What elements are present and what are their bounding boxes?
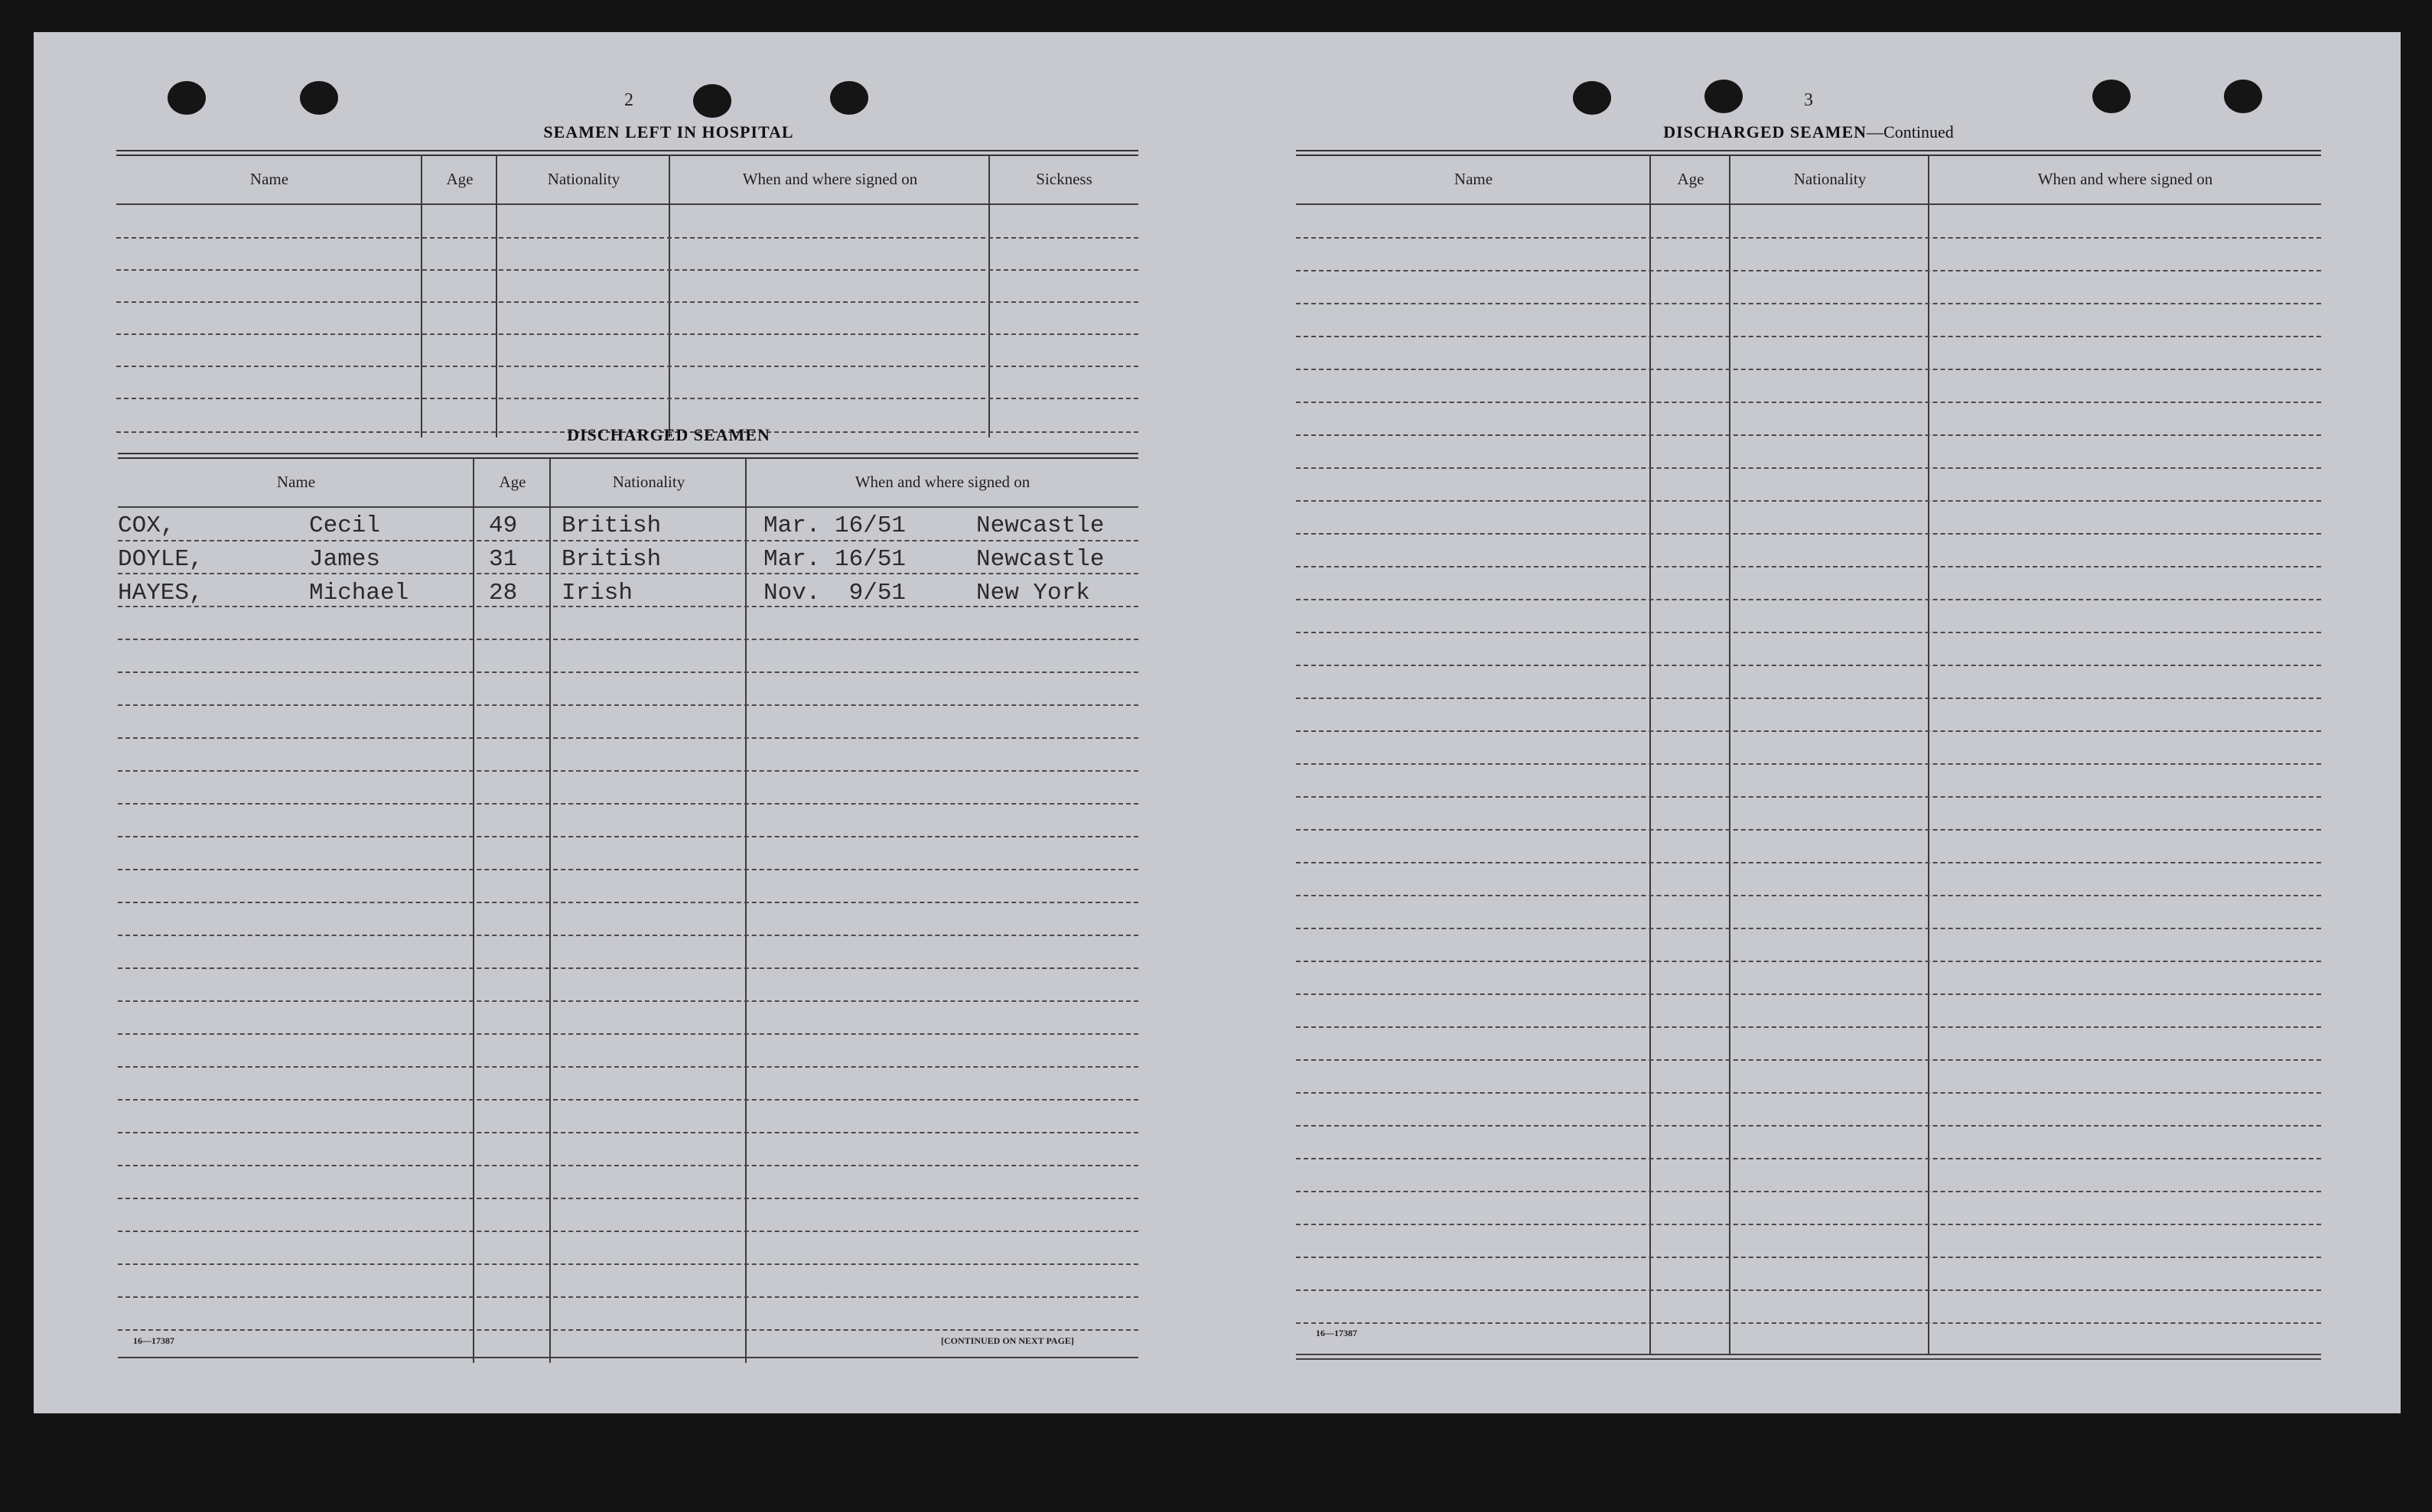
ruled-line xyxy=(118,967,1138,969)
ruled-line xyxy=(1296,369,2321,370)
discharged-continued-title xyxy=(1564,122,2053,142)
continued-note: [CONTINUED ON NEXT PAGE] xyxy=(941,1335,1074,1346)
ruled-line xyxy=(1296,1289,2321,1291)
punch-hole xyxy=(2224,80,2262,113)
ruled-line xyxy=(118,869,1138,870)
signed-on-place-cell: Newcastle xyxy=(976,512,1105,539)
ruled-line xyxy=(1296,730,2321,732)
ruled-line xyxy=(1296,1322,2321,1324)
column-header: When and where signed on xyxy=(742,169,918,188)
ruled-line xyxy=(118,1263,1138,1265)
ruled-line xyxy=(118,1099,1138,1101)
ruled-line xyxy=(1296,895,2321,896)
column-header: When and where signed on xyxy=(855,472,1030,491)
ruled-line xyxy=(1296,993,2321,995)
ruled-line xyxy=(1296,829,2321,831)
ruled-line xyxy=(118,836,1138,837)
nationality-cell: British xyxy=(562,512,662,539)
nationality-cell: British xyxy=(562,546,662,573)
ruled-line xyxy=(118,1231,1138,1232)
ruled-line xyxy=(1296,1257,2321,1258)
ruled-line xyxy=(118,1198,1138,1199)
ruled-line xyxy=(1296,467,2321,469)
ruled-line xyxy=(1296,862,2321,863)
surname-cell: COX, xyxy=(118,512,175,539)
ruled-line xyxy=(1296,402,2321,403)
ruled-line xyxy=(118,1033,1138,1035)
discharged-continued-table xyxy=(1296,150,2321,1358)
ruled-line xyxy=(118,1296,1138,1298)
ruled-line xyxy=(118,902,1138,903)
signed-on-place-cell: New York xyxy=(976,580,1090,606)
column-header: Name xyxy=(1454,169,1493,188)
form-number: 16—17387 xyxy=(133,1335,174,1346)
surname-cell: HAYES, xyxy=(118,580,203,606)
ruled-line xyxy=(118,1329,1138,1331)
column-header: Nationality xyxy=(612,472,685,491)
discharged-table xyxy=(118,453,1138,1363)
given-name-cell: James xyxy=(309,546,381,573)
title-suffix: —Continued xyxy=(1867,122,1954,141)
signed-on-date-cell: Mar. 16/51 xyxy=(763,546,907,573)
page-number-left: 2 xyxy=(624,90,633,110)
ruled-line xyxy=(118,1000,1138,1002)
punch-hole xyxy=(693,84,731,118)
ledger-sheet xyxy=(34,32,2401,1413)
age-cell: 31 xyxy=(489,546,518,573)
ruled-line xyxy=(1296,566,2321,567)
ruled-line xyxy=(118,639,1138,640)
nationality-cell: Irish xyxy=(562,580,633,606)
ruled-line xyxy=(1296,1092,2321,1094)
column-header: Age xyxy=(499,472,526,491)
punch-hole xyxy=(830,81,868,115)
given-name-cell: Michael xyxy=(309,580,409,606)
ruled-line xyxy=(118,671,1138,673)
ruled-line xyxy=(1296,1224,2321,1225)
ruled-line xyxy=(1296,1191,2321,1192)
column-header: Name xyxy=(249,169,289,188)
ruled-line xyxy=(1296,1125,2321,1127)
ruled-line xyxy=(118,1165,1138,1166)
column-header: Age xyxy=(1677,169,1704,188)
ruled-line xyxy=(118,737,1138,739)
punch-hole xyxy=(1573,81,1611,115)
ruled-line xyxy=(1296,500,2321,502)
punch-hole xyxy=(300,81,338,115)
ruled-line xyxy=(1296,961,2321,962)
signed-on-place-cell: Newcastle xyxy=(976,546,1105,573)
ruled-line xyxy=(1296,1158,2321,1159)
ruled-line xyxy=(118,803,1138,805)
form-number-right: 16—17387 xyxy=(1316,1328,1357,1338)
ruled-line xyxy=(1296,434,2321,436)
column-header: Age xyxy=(446,169,474,188)
column-header: Name xyxy=(276,472,316,491)
punch-hole xyxy=(2092,80,2131,113)
ruled-line xyxy=(1296,665,2321,666)
punch-hole xyxy=(168,81,206,115)
title-text: DISCHARGED SEAMEN xyxy=(1663,122,1867,141)
ruled-line xyxy=(1296,1026,2321,1028)
ruled-line xyxy=(1296,237,2321,239)
ruled-line xyxy=(118,935,1138,936)
ruled-line xyxy=(1296,796,2321,798)
discharged-section-title: DISCHARGED SEAMEN xyxy=(567,425,770,444)
age-cell: 49 xyxy=(489,512,518,539)
ruled-line xyxy=(1296,763,2321,765)
ruled-line xyxy=(118,606,1138,607)
ruled-line xyxy=(1296,697,2321,699)
column-header: Nationality xyxy=(1793,169,1867,188)
column-header: Nationality xyxy=(547,169,620,188)
signed-on-date-cell: Nov. 9/51 xyxy=(763,580,907,606)
page-number-right: 3 xyxy=(1804,90,1813,110)
ruled-line xyxy=(1296,533,2321,535)
ruled-line xyxy=(1296,632,2321,633)
surname-cell: DOYLE, xyxy=(118,546,203,573)
age-cell: 28 xyxy=(489,580,518,606)
ruled-line xyxy=(1296,928,2321,929)
ruled-line xyxy=(118,770,1138,772)
ruled-line xyxy=(118,704,1138,706)
hospital-section-title: SEAMEN LEFT IN HOSPITAL xyxy=(543,122,794,141)
column-header: Sickness xyxy=(1036,169,1092,188)
ruled-line xyxy=(1296,270,2321,272)
ruled-line xyxy=(118,1066,1138,1068)
punch-hole xyxy=(1704,80,1743,113)
ruled-line xyxy=(118,540,1138,541)
ruled-line xyxy=(118,1132,1138,1133)
ruled-line xyxy=(1296,336,2321,337)
ruled-line xyxy=(118,573,1138,574)
given-name-cell: Cecil xyxy=(309,512,381,539)
column-header: When and where signed on xyxy=(2037,169,2213,188)
ruled-line xyxy=(1296,303,2321,304)
hospital-table xyxy=(116,150,1138,441)
signed-on-date-cell: Mar. 16/51 xyxy=(763,512,907,539)
ruled-line xyxy=(1296,599,2321,600)
ruled-line xyxy=(1296,1059,2321,1061)
